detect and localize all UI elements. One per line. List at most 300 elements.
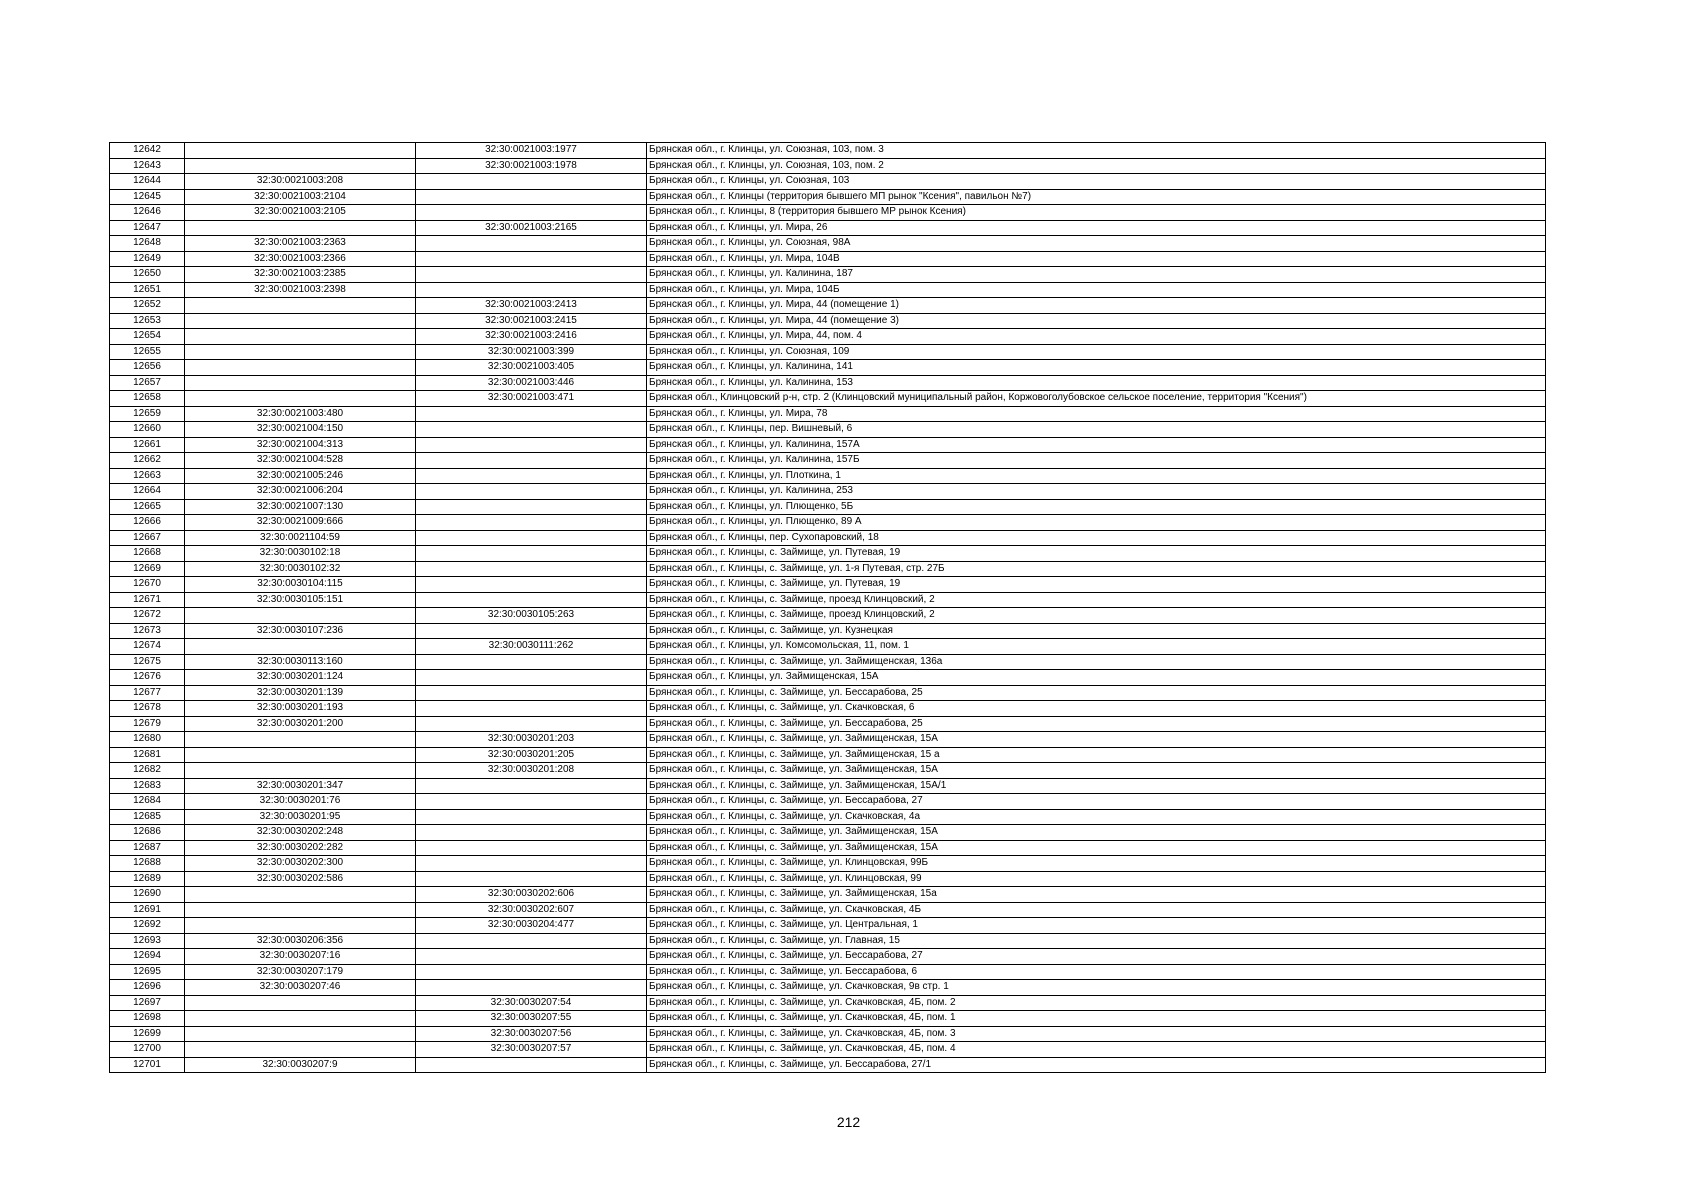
cadastral-number-alt-cell xyxy=(416,515,647,531)
address-cell: Брянская обл., г. Клинцы, с. Займище, ул. 1-я Путевая, стр. 27Б xyxy=(647,561,1546,577)
row-number-cell: 12677 xyxy=(110,685,185,701)
row-number-cell: 12660 xyxy=(110,422,185,438)
cadastral-number-alt-cell xyxy=(416,964,647,980)
address-cell: Брянская обл., г. Клинцы, с. Займище, ул. Займищенская, 15А xyxy=(647,825,1546,841)
row-number-cell: 12692 xyxy=(110,918,185,934)
cadastral-number-cell: 32:30:0030102:18 xyxy=(185,546,416,562)
cadastral-number-alt-cell xyxy=(416,499,647,515)
address-cell: Брянская обл., г. Клинцы, с. Займище, ул. Клинцовская, 99 xyxy=(647,871,1546,887)
address-cell: Брянская обл., г. Клинцы, с. Займище, проезд Клинцовский, 2 xyxy=(647,592,1546,608)
cadastral-number-cell: 32:30:0021003:2105 xyxy=(185,205,416,221)
address-cell: Брянская обл., г. Клинцы, с. Займище, ул. Главная, 15 xyxy=(647,933,1546,949)
cadastral-number-cell: 32:30:0021003:2385 xyxy=(185,267,416,283)
cadastral-number-alt-cell: 32:30:0030201:205 xyxy=(416,747,647,763)
address-cell: Брянская обл., г. Клинцы, ул. Союзная, 103 xyxy=(647,174,1546,190)
table-row xyxy=(110,608,1546,624)
address-cell: Брянская обл., г. Клинцы, с. Займище, ул. Бессарабова, 25 xyxy=(647,685,1546,701)
cadastral-number-alt-cell xyxy=(416,282,647,298)
cadastral-number-alt-cell: 32:30:0030204:477 xyxy=(416,918,647,934)
cadastral-number-cell: 32:30:0021003:2366 xyxy=(185,251,416,267)
row-number-cell: 12696 xyxy=(110,980,185,996)
row-number-cell: 12687 xyxy=(110,840,185,856)
table-row xyxy=(110,298,1546,314)
cadastral-number-alt-cell xyxy=(416,778,647,794)
table-row xyxy=(110,1057,1546,1073)
cadastral-number-alt-cell xyxy=(416,189,647,205)
row-number-cell: 12671 xyxy=(110,592,185,608)
cadastral-number-cell xyxy=(185,143,416,159)
address-cell: Брянская обл., г. Клинцы, с. Займище, ул. Займищенская, 15 а xyxy=(647,747,1546,763)
cadastral-number-cell: 32:30:0021003:480 xyxy=(185,406,416,422)
address-cell: Брянская обл., г. Клинцы, ул. Плющенко, 5Б xyxy=(647,499,1546,515)
address-cell: Брянская обл., г. Клинцы, с. Займище, ул. Займищенская, 136а xyxy=(647,654,1546,670)
table-row xyxy=(110,887,1546,903)
cadastral-number-cell: 32:30:0021004:313 xyxy=(185,437,416,453)
cadastral-number-cell xyxy=(185,732,416,748)
cadastral-number-cell xyxy=(185,329,416,345)
address-cell: Брянская обл., г. Клинцы, с. Займище, проезд Клинцовский, 2 xyxy=(647,608,1546,624)
row-number-cell: 12698 xyxy=(110,1011,185,1027)
table-row xyxy=(110,654,1546,670)
cadastral-number-alt-cell: 32:30:0021003:471 xyxy=(416,391,647,407)
cadastral-number-alt-cell xyxy=(416,840,647,856)
cadastral-number-cell xyxy=(185,391,416,407)
cadastral-number-cell: 32:30:0030201:124 xyxy=(185,670,416,686)
cadastral-number-cell: 32:30:0030102:32 xyxy=(185,561,416,577)
table-row xyxy=(110,329,1546,345)
table-row xyxy=(110,251,1546,267)
cadastral-number-cell xyxy=(185,639,416,655)
cadastral-number-alt-cell xyxy=(416,205,647,221)
cadastral-number-cell xyxy=(185,1011,416,1027)
row-number-cell: 12697 xyxy=(110,995,185,1011)
page-number: 212 xyxy=(836,1114,861,1130)
cadastral-number-alt-cell xyxy=(416,561,647,577)
address-cell: Брянская обл., г. Клинцы, с. Займище, ул. Бессарабова, 27/1 xyxy=(647,1057,1546,1073)
address-cell: Брянская обл., г. Клинцы, ул. Мира, 78 xyxy=(647,406,1546,422)
table-row xyxy=(110,561,1546,577)
row-number-cell: 12650 xyxy=(110,267,185,283)
address-cell: Брянская обл., г. Клинцы, ул. Союзная, 103, пом. 3 xyxy=(647,143,1546,159)
row-number-cell: 12673 xyxy=(110,623,185,639)
row-number-cell: 12648 xyxy=(110,236,185,252)
table-row xyxy=(110,747,1546,763)
table-row xyxy=(110,918,1546,934)
table-row xyxy=(110,453,1546,469)
table-row xyxy=(110,267,1546,283)
row-number-cell: 12700 xyxy=(110,1042,185,1058)
cadastral-number-cell: 32:30:0030201:95 xyxy=(185,809,416,825)
address-cell: Брянская обл., г. Клинцы, пер. Вишневый, 6 xyxy=(647,422,1546,438)
cadastral-number-alt-cell xyxy=(416,670,647,686)
row-number-cell: 12658 xyxy=(110,391,185,407)
row-number-cell: 12656 xyxy=(110,360,185,376)
table-row xyxy=(110,406,1546,422)
table-row xyxy=(110,592,1546,608)
address-cell: Брянская обл., г. Клинцы, с. Займище, ул. Займищенская, 15А xyxy=(647,840,1546,856)
cadastral-number-cell: 32:30:0030207:46 xyxy=(185,980,416,996)
address-cell: Брянская обл., г. Клинцы, с. Займище, ул. Бессарабова, 6 xyxy=(647,964,1546,980)
row-number-cell: 12647 xyxy=(110,220,185,236)
table-row xyxy=(110,995,1546,1011)
row-number-cell: 12653 xyxy=(110,313,185,329)
cadastral-number-alt-cell: 32:30:0030207:57 xyxy=(416,1042,647,1058)
cadastral-number-alt-cell: 32:30:0021003:1978 xyxy=(416,158,647,174)
cadastral-number-cell: 32:30:0030206:356 xyxy=(185,933,416,949)
cadastral-number-cell: 32:30:0021003:2104 xyxy=(185,189,416,205)
cadastral-number-cell xyxy=(185,902,416,918)
cadastral-number-alt-cell xyxy=(416,809,647,825)
address-cell: Брянская обл., г. Клинцы, ул. Калинина, 253 xyxy=(647,484,1546,500)
cadastral-number-cell xyxy=(185,763,416,779)
row-number-cell: 12655 xyxy=(110,344,185,360)
address-cell: Брянская обл., г. Клинцы, с. Займище, ул. Кузнецкая xyxy=(647,623,1546,639)
cadastral-number-cell: 32:30:0021009:666 xyxy=(185,515,416,531)
cadastral-number-cell: 32:30:0021003:2363 xyxy=(185,236,416,252)
cadastral-number-cell: 32:30:0030207:179 xyxy=(185,964,416,980)
cadastral-number-alt-cell xyxy=(416,406,647,422)
cadastral-number-cell xyxy=(185,1026,416,1042)
address-cell: Брянская обл., г. Клинцы, ул. Союзная, 109 xyxy=(647,344,1546,360)
address-cell: Брянская обл., г. Клинцы, ул. Плоткина, 1 xyxy=(647,468,1546,484)
table-row xyxy=(110,778,1546,794)
address-cell: Брянская обл., г. Клинцы, с. Займище, ул. Путевая, 19 xyxy=(647,546,1546,562)
cadastral-number-alt-cell xyxy=(416,577,647,593)
address-cell: Брянская обл., г. Клинцы, с. Займище, ул. Бессарабова, 25 xyxy=(647,716,1546,732)
cadastral-number-cell: 32:30:0021004:528 xyxy=(185,453,416,469)
address-cell: Брянская обл., г. Клинцы, с. Займище, ул. Центральная, 1 xyxy=(647,918,1546,934)
table-row xyxy=(110,809,1546,825)
address-cell: Брянская обл., г. Клинцы, ул. Союзная, 98А xyxy=(647,236,1546,252)
row-number-cell: 12643 xyxy=(110,158,185,174)
cadastral-number-cell: 32:30:0030202:586 xyxy=(185,871,416,887)
table-row xyxy=(110,1026,1546,1042)
cadastral-number-cell: 32:30:0030202:248 xyxy=(185,825,416,841)
row-number-cell: 12662 xyxy=(110,453,185,469)
cadastral-number-cell xyxy=(185,887,416,903)
row-number-cell: 12649 xyxy=(110,251,185,267)
row-number-cell: 12668 xyxy=(110,546,185,562)
cadastral-number-cell: 32:30:0021004:150 xyxy=(185,422,416,438)
cadastral-number-alt-cell xyxy=(416,933,647,949)
row-number-cell: 12694 xyxy=(110,949,185,965)
cadastral-number-alt-cell: 32:30:0030207:56 xyxy=(416,1026,647,1042)
table-row xyxy=(110,360,1546,376)
row-number-cell: 12646 xyxy=(110,205,185,221)
address-cell: Брянская обл., г. Клинцы, ул. Мира, 44, пом. 4 xyxy=(647,329,1546,345)
table-row xyxy=(110,794,1546,810)
cadastral-number-alt-cell: 32:30:0030111:262 xyxy=(416,639,647,655)
row-number-cell: 12691 xyxy=(110,902,185,918)
row-number-cell: 12676 xyxy=(110,670,185,686)
table-row xyxy=(110,685,1546,701)
cadastral-number-alt-cell xyxy=(416,980,647,996)
address-cell: Брянская обл., г. Клинцы, ул. Займищенская, 15А xyxy=(647,670,1546,686)
address-cell: Брянская обл., г. Клинцы, ул. Калинина, 187 xyxy=(647,267,1546,283)
table-row xyxy=(110,964,1546,980)
cadastral-number-alt-cell xyxy=(416,856,647,872)
cadastral-number-alt-cell xyxy=(416,251,647,267)
address-cell: Брянская обл., г. Клинцы, ул. Калинина, 157А xyxy=(647,437,1546,453)
row-number-cell: 12659 xyxy=(110,406,185,422)
address-cell: Брянская обл., г. Клинцы, ул. Калинина, 141 xyxy=(647,360,1546,376)
cadastral-number-alt-cell xyxy=(416,592,647,608)
cadastral-number-cell xyxy=(185,375,416,391)
row-number-cell: 12652 xyxy=(110,298,185,314)
row-number-cell: 12682 xyxy=(110,763,185,779)
row-number-cell: 12645 xyxy=(110,189,185,205)
row-number-cell: 12684 xyxy=(110,794,185,810)
address-cell: Брянская обл., г. Клинцы, с. Займище, ул. Скачковская, 4Б xyxy=(647,902,1546,918)
cadastral-number-cell xyxy=(185,298,416,314)
table-row xyxy=(110,422,1546,438)
cadastral-number-alt-cell xyxy=(416,422,647,438)
cadastral-number-alt-cell xyxy=(416,701,647,717)
cadastral-number-cell xyxy=(185,344,416,360)
cadastral-number-cell xyxy=(185,918,416,934)
table-row xyxy=(110,174,1546,190)
address-cell: Брянская обл., г. Клинцы, ул. Плющенко, 89 А xyxy=(647,515,1546,531)
cadastral-number-alt-cell: 32:30:0030201:208 xyxy=(416,763,647,779)
address-cell: Брянская обл., г. Клинцы, с. Займище, ул. Бессарабова, 27 xyxy=(647,794,1546,810)
table-row xyxy=(110,484,1546,500)
address-cell: Брянская обл., г. Клинцы, ул. Калинина, 153 xyxy=(647,375,1546,391)
registry-table xyxy=(109,142,1546,1073)
row-number-cell: 12680 xyxy=(110,732,185,748)
cadastral-number-cell: 32:30:0030207:9 xyxy=(185,1057,416,1073)
cadastral-number-cell: 32:30:0030113:160 xyxy=(185,654,416,670)
table-row xyxy=(110,716,1546,732)
cadastral-number-alt-cell xyxy=(416,949,647,965)
address-cell: Брянская обл., г. Клинцы, с. Займище, ул. Скачковская, 9в стр. 1 xyxy=(647,980,1546,996)
cadastral-number-cell: 32:30:0021006:204 xyxy=(185,484,416,500)
cadastral-number-cell xyxy=(185,360,416,376)
row-number-cell: 12661 xyxy=(110,437,185,453)
address-cell: Брянская обл., г. Клинцы, с. Займище, ул. Бессарабова, 27 xyxy=(647,949,1546,965)
address-cell: Брянская обл., г. Клинцы, ул. Союзная, 103, пом. 2 xyxy=(647,158,1546,174)
cadastral-number-cell: 32:30:0030202:300 xyxy=(185,856,416,872)
cadastral-number-cell: 32:30:0030105:151 xyxy=(185,592,416,608)
cadastral-number-cell xyxy=(185,995,416,1011)
table-row xyxy=(110,980,1546,996)
table-row xyxy=(110,344,1546,360)
table-row xyxy=(110,515,1546,531)
cadastral-number-cell: 32:30:0030104:115 xyxy=(185,577,416,593)
table-row xyxy=(110,468,1546,484)
table-row xyxy=(110,902,1546,918)
address-cell: Брянская обл., г. Клинцы, ул. Мира, 44 (помещение 3) xyxy=(647,313,1546,329)
cadastral-number-alt-cell xyxy=(416,530,647,546)
table-row xyxy=(110,189,1546,205)
cadastral-number-cell: 32:30:0030201:347 xyxy=(185,778,416,794)
cadastral-number-alt-cell: 32:30:0030207:54 xyxy=(416,995,647,1011)
row-number-cell: 12666 xyxy=(110,515,185,531)
row-number-cell: 12685 xyxy=(110,809,185,825)
cadastral-number-cell: 32:30:0021003:2398 xyxy=(185,282,416,298)
cadastral-number-alt-cell xyxy=(416,654,647,670)
cadastral-number-cell: 32:30:0030107:236 xyxy=(185,623,416,639)
row-number-cell: 12686 xyxy=(110,825,185,841)
row-number-cell: 12695 xyxy=(110,964,185,980)
cadastral-number-alt-cell xyxy=(416,437,647,453)
cadastral-number-cell: 32:30:0021005:246 xyxy=(185,468,416,484)
row-number-cell: 12674 xyxy=(110,639,185,655)
address-cell: Брянская обл., г. Клинцы, с. Займище, ул. Скачковская, 4Б, пом. 1 xyxy=(647,1011,1546,1027)
cadastral-number-cell: 32:30:0030201:76 xyxy=(185,794,416,810)
cadastral-number-alt-cell xyxy=(416,716,647,732)
cadastral-number-alt-cell xyxy=(416,453,647,469)
table-row xyxy=(110,530,1546,546)
registry-table-body xyxy=(110,143,1546,1073)
address-cell: Брянская обл., г. Клинцы, с. Займище, ул. Займищенская, 15А/1 xyxy=(647,778,1546,794)
table-row xyxy=(110,763,1546,779)
address-cell: Брянская обл., г. Клинцы, 8 (территория бывшего МР рынок Ксения) xyxy=(647,205,1546,221)
table-row xyxy=(110,437,1546,453)
cadastral-number-cell xyxy=(185,1042,416,1058)
address-cell: Брянская обл., г. Клинцы, ул. Мира, 44 (помещение 1) xyxy=(647,298,1546,314)
cadastral-number-alt-cell: 32:30:0030105:263 xyxy=(416,608,647,624)
table-row xyxy=(110,840,1546,856)
table-row xyxy=(110,220,1546,236)
row-number-cell: 12678 xyxy=(110,701,185,717)
cadastral-number-cell: 32:30:0030201:193 xyxy=(185,701,416,717)
cadastral-number-alt-cell xyxy=(416,468,647,484)
cadastral-number-cell xyxy=(185,608,416,624)
table-row xyxy=(110,236,1546,252)
table-row xyxy=(110,732,1546,748)
cadastral-number-alt-cell xyxy=(416,685,647,701)
address-cell: Брянская обл., г. Клинцы, с. Займище, ул. Скачковская, 4Б, пом. 4 xyxy=(647,1042,1546,1058)
cadastral-number-alt-cell: 32:30:0021003:399 xyxy=(416,344,647,360)
table-row xyxy=(110,143,1546,159)
address-cell: Брянская обл., г. Клинцы, с. Займище, ул. Скачковская, 4Б, пом. 2 xyxy=(647,995,1546,1011)
cadastral-number-alt-cell xyxy=(416,623,647,639)
table-row xyxy=(110,670,1546,686)
cadastral-number-alt-cell: 32:30:0030207:55 xyxy=(416,1011,647,1027)
row-number-cell: 12663 xyxy=(110,468,185,484)
table-row xyxy=(110,313,1546,329)
row-number-cell: 12672 xyxy=(110,608,185,624)
cadastral-number-cell xyxy=(185,158,416,174)
table-row xyxy=(110,158,1546,174)
cadastral-number-cell xyxy=(185,313,416,329)
cadastral-number-alt-cell xyxy=(416,546,647,562)
table-row xyxy=(110,856,1546,872)
table-row xyxy=(110,1011,1546,1027)
cadastral-number-cell: 32:30:0030201:139 xyxy=(185,685,416,701)
cadastral-number-alt-cell: 32:30:0030201:203 xyxy=(416,732,647,748)
cadastral-number-alt-cell xyxy=(416,236,647,252)
row-number-cell: 12693 xyxy=(110,933,185,949)
cadastral-number-alt-cell: 32:30:0021003:405 xyxy=(416,360,647,376)
table-row xyxy=(110,282,1546,298)
address-cell: Брянская обл., г. Клинцы, с. Займище, ул. Путевая, 19 xyxy=(647,577,1546,593)
cadastral-number-cell xyxy=(185,220,416,236)
row-number-cell: 12654 xyxy=(110,329,185,345)
row-number-cell: 12701 xyxy=(110,1057,185,1073)
cadastral-number-cell: 32:30:0030202:282 xyxy=(185,840,416,856)
address-cell: Брянская обл., Клинцовский р-н, стр. 2 (Клинцовский муниципальный район, Коржовоголубовское сельское поселение, территория "Ксения") xyxy=(647,391,1546,407)
cadastral-number-alt-cell: 32:30:0021003:2165 xyxy=(416,220,647,236)
table-row xyxy=(110,933,1546,949)
address-cell: Брянская обл., г. Клинцы, ул. Мира, 104Б xyxy=(647,282,1546,298)
row-number-cell: 12670 xyxy=(110,577,185,593)
cadastral-number-alt-cell: 32:30:0021003:2416 xyxy=(416,329,647,345)
cadastral-number-alt-cell xyxy=(416,871,647,887)
cadastral-number-alt-cell: 32:30:0021003:1977 xyxy=(416,143,647,159)
cadastral-number-cell: 32:30:0030207:16 xyxy=(185,949,416,965)
cadastral-number-cell: 32:30:0030201:200 xyxy=(185,716,416,732)
address-cell: Брянская обл., г. Клинцы, ул. Мира, 104В xyxy=(647,251,1546,267)
address-cell: Брянская обл., г. Клинцы, с. Займище, ул. Займищенская, 15А xyxy=(647,763,1546,779)
row-number-cell: 12657 xyxy=(110,375,185,391)
row-number-cell: 12642 xyxy=(110,143,185,159)
cadastral-number-cell xyxy=(185,747,416,763)
table-row xyxy=(110,205,1546,221)
table-row xyxy=(110,639,1546,655)
table-row xyxy=(110,499,1546,515)
row-number-cell: 12664 xyxy=(110,484,185,500)
row-number-cell: 12699 xyxy=(110,1026,185,1042)
address-cell: Брянская обл., г. Клинцы, пер. Сухопаровский, 18 xyxy=(647,530,1546,546)
address-cell: Брянская обл., г. Клинцы, ул. Мира, 26 xyxy=(647,220,1546,236)
row-number-cell: 12669 xyxy=(110,561,185,577)
cadastral-number-cell: 32:30:0021104:59 xyxy=(185,530,416,546)
table-row xyxy=(110,546,1546,562)
cadastral-number-alt-cell: 32:30:0021003:2413 xyxy=(416,298,647,314)
cadastral-number-alt-cell xyxy=(416,484,647,500)
table-row xyxy=(110,1042,1546,1058)
cadastral-number-alt-cell: 32:30:0021003:446 xyxy=(416,375,647,391)
cadastral-number-alt-cell: 32:30:0021003:2415 xyxy=(416,313,647,329)
address-cell: Брянская обл., г. Клинцы, ул. Комсомольская, 11, пом. 1 xyxy=(647,639,1546,655)
row-number-cell: 12644 xyxy=(110,174,185,190)
table-row xyxy=(110,577,1546,593)
cadastral-number-alt-cell xyxy=(416,1057,647,1073)
table-row xyxy=(110,375,1546,391)
table-row xyxy=(110,623,1546,639)
cadastral-number-alt-cell xyxy=(416,174,647,190)
cadastral-number-cell: 32:30:0021007:130 xyxy=(185,499,416,515)
row-number-cell: 12665 xyxy=(110,499,185,515)
row-number-cell: 12690 xyxy=(110,887,185,903)
address-cell: Брянская обл., г. Клинцы, с. Займище, ул. Клинцовская, 99Б xyxy=(647,856,1546,872)
cadastral-number-alt-cell: 32:30:0030202:607 xyxy=(416,902,647,918)
row-number-cell: 12683 xyxy=(110,778,185,794)
cadastral-number-alt-cell xyxy=(416,267,647,283)
row-number-cell: 12688 xyxy=(110,856,185,872)
table-row xyxy=(110,391,1546,407)
row-number-cell: 12651 xyxy=(110,282,185,298)
address-cell: Брянская обл., г. Клинцы, с. Займище, ул. Скачковская, 4а xyxy=(647,809,1546,825)
address-cell: Брянская обл., г. Клинцы (территория бывшего МП рынок "Ксения", павильон №7) xyxy=(647,189,1546,205)
row-number-cell: 12679 xyxy=(110,716,185,732)
table-row xyxy=(110,949,1546,965)
row-number-cell: 12689 xyxy=(110,871,185,887)
address-cell: Брянская обл., г. Клинцы, с. Займище, ул. Займищенская, 15А xyxy=(647,732,1546,748)
cadastral-number-alt-cell xyxy=(416,825,647,841)
table-row xyxy=(110,701,1546,717)
address-cell: Брянская обл., г. Клинцы, с. Займище, ул. Скачковская, 6 xyxy=(647,701,1546,717)
cadastral-number-alt-cell: 32:30:0030202:606 xyxy=(416,887,647,903)
address-cell: Брянская обл., г. Клинцы, ул. Калинина, 157Б xyxy=(647,453,1546,469)
address-cell: Брянская обл., г. Клинцы, с. Займище, ул. Скачковская, 4Б, пом. 3 xyxy=(647,1026,1546,1042)
row-number-cell: 12667 xyxy=(110,530,185,546)
address-cell: Брянская обл., г. Клинцы, с. Займище, ул. Займищенская, 15а xyxy=(647,887,1546,903)
cadastral-number-cell: 32:30:0021003:208 xyxy=(185,174,416,190)
row-number-cell: 12675 xyxy=(110,654,185,670)
cadastral-number-alt-cell xyxy=(416,794,647,810)
